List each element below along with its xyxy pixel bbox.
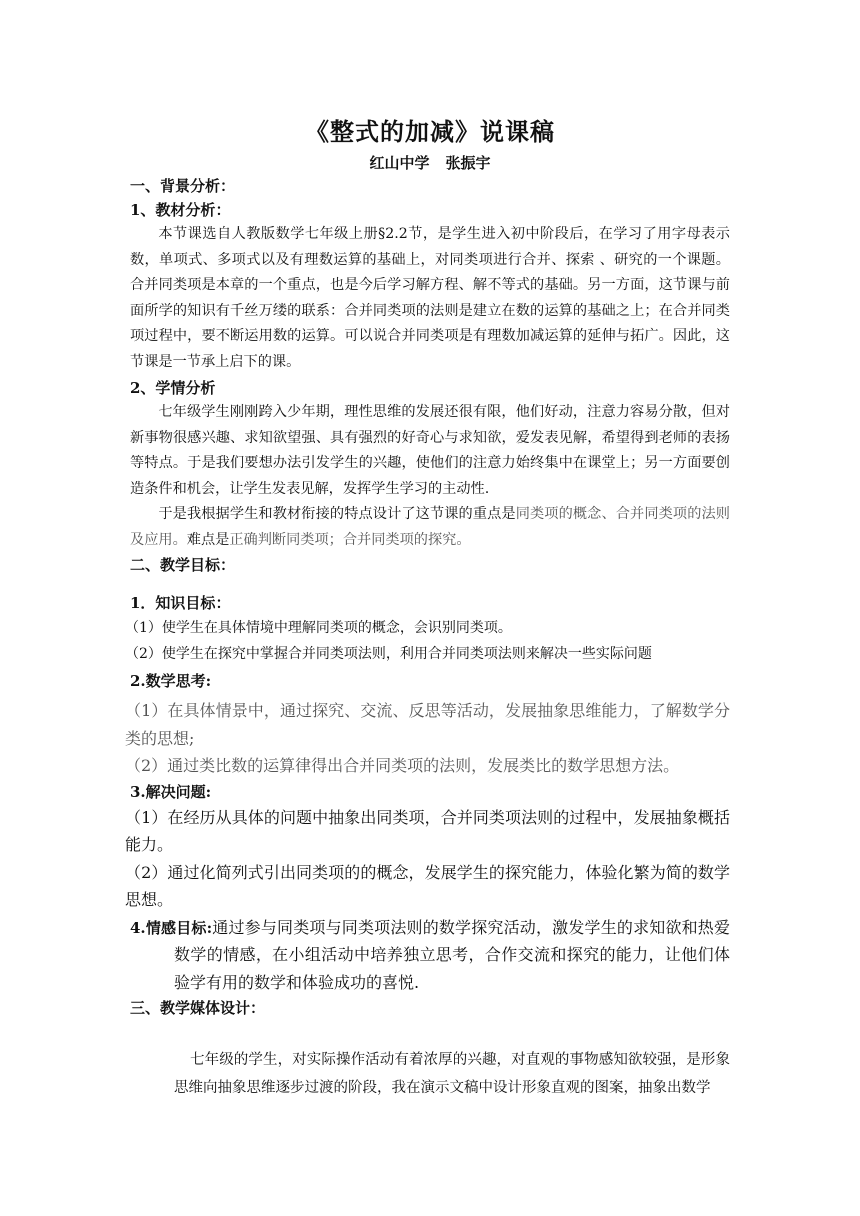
difficulty-text: 正确判断同类项；合并同类项的探究。: [229, 531, 471, 548]
problem-solving-heading: 3.解决问题:: [130, 782, 212, 801]
student-analysis-text: 七年级学生刚刚跨入少年期，理性思维的发展还很有限，他们好动，注意力容易分散，但对新事物很感兴趣、求知欲望强、具有强烈的好奇心与求知欲，爱发表见解，希望得到老师的表扬等特点。于是我们要想办法引发学生的兴趣，使他们的注意力始终集中在课堂上；另一方面要创造条件和机会，让学生发表见解，发挥学生学习的主动性.: [130, 404, 730, 497]
focus-paragraph: [130, 502, 730, 553]
problem-solving-item-1: （1）在经历从具体的问题中抽象出同类项，合并同类项法则的过程中，发展抽象概括能力。: [125, 807, 730, 854]
emotion-goal: [130, 914, 730, 997]
student-analysis-heading: 2、学情分析: [130, 379, 216, 397]
knowledge-item-2: （2）使学生在探究中掌握合并同类项法则，利用合并同类项法则来解决一些实际问题: [125, 646, 652, 662]
knowledge-goal-heading: 1．知识目标：: [130, 594, 231, 612]
difficulty-intro: 难点是: [186, 531, 230, 548]
math-thinking-item-1: （1）在具体情景中，通过探究、交流、反思等活动，发展抽象思维能力，了解数学分类的思想;: [125, 701, 730, 748]
author-name: 张振宇: [445, 154, 491, 172]
textbook-analysis-text: 本节课选自人教版数学七年级上册§2.2节，是学生进入初中阶段后，在学习了用字母表示数，单项式、多项式以及有理数运算的基础上，对同类项进行合并、探索 、研究的一个课题。合并同类项是本章的一个重点，也是今后学习解方程、解不等式的基础。另一方面，这节课与前面所学的知识有千丝万缕的联系：合并同类项的法则是建立在数的运算的基础之上；在合并同类项过程中，要不断运用数的运算。可以说合并同类项是有理数加减运算的延伸与拓广。因此，这节课是一节承上启下的课。: [130, 226, 730, 370]
emotion-goal-text: 通过参与同类项与同类项法则的数学探究活动，激发学生的求知欲和热爱数学的情感，在小组活动中培养独立思考，合作交流和探究的能力，让他们体验学有用的数学和体验成功的喜悦.: [174, 917, 730, 992]
author-line: [0, 152, 860, 173]
section1-heading: 一、背景分析：: [130, 177, 236, 195]
section-background: [130, 174, 730, 577]
media-text: 七年级的学生，对实际操作活动有着浓厚的兴趣，对直观的事物感知欲较强，是形象思维向抽象思维逐步过渡的阶段，我在演示文稿中设计形象直观的图案，抽象出数学: [174, 1052, 730, 1096]
media-paragraph: [130, 1046, 730, 1102]
knowledge-item-1: （1）使学生在具体情境中理解同类项的概念，会识别同类项。: [125, 620, 512, 636]
document-title: 《整式的加减》说课稿: [305, 117, 555, 146]
emotion-goal-heading: 4.情感目标:: [130, 918, 213, 937]
textbook-analysis-heading: 1、教材分析：: [130, 201, 231, 219]
section3-heading: 三、教学媒体设计：: [130, 999, 266, 1017]
section2-heading: 二、教学目标：: [130, 556, 236, 574]
problem-solving-item-2: （2）通过化简列式引出同类项的的概念，发展学生的探究能力，体验化繁为简的数学思想。: [125, 862, 730, 909]
section-goals: [125, 591, 730, 996]
math-thinking-item-2: （2）通过类比数的运算律得出合并同类项的法则，发展类比的数学思想方法。: [125, 756, 680, 775]
focus-intro: 于是我根据学生和教材衔接的特点设计了这节课的重点是: [158, 506, 516, 522]
focus-text: 同类项的概念、合并同类项的法则及应用。: [130, 506, 730, 548]
section-media: [130, 996, 730, 1020]
math-thinking-heading: 2.数学思考:: [130, 672, 212, 690]
author-school: 红山中学: [369, 154, 430, 172]
